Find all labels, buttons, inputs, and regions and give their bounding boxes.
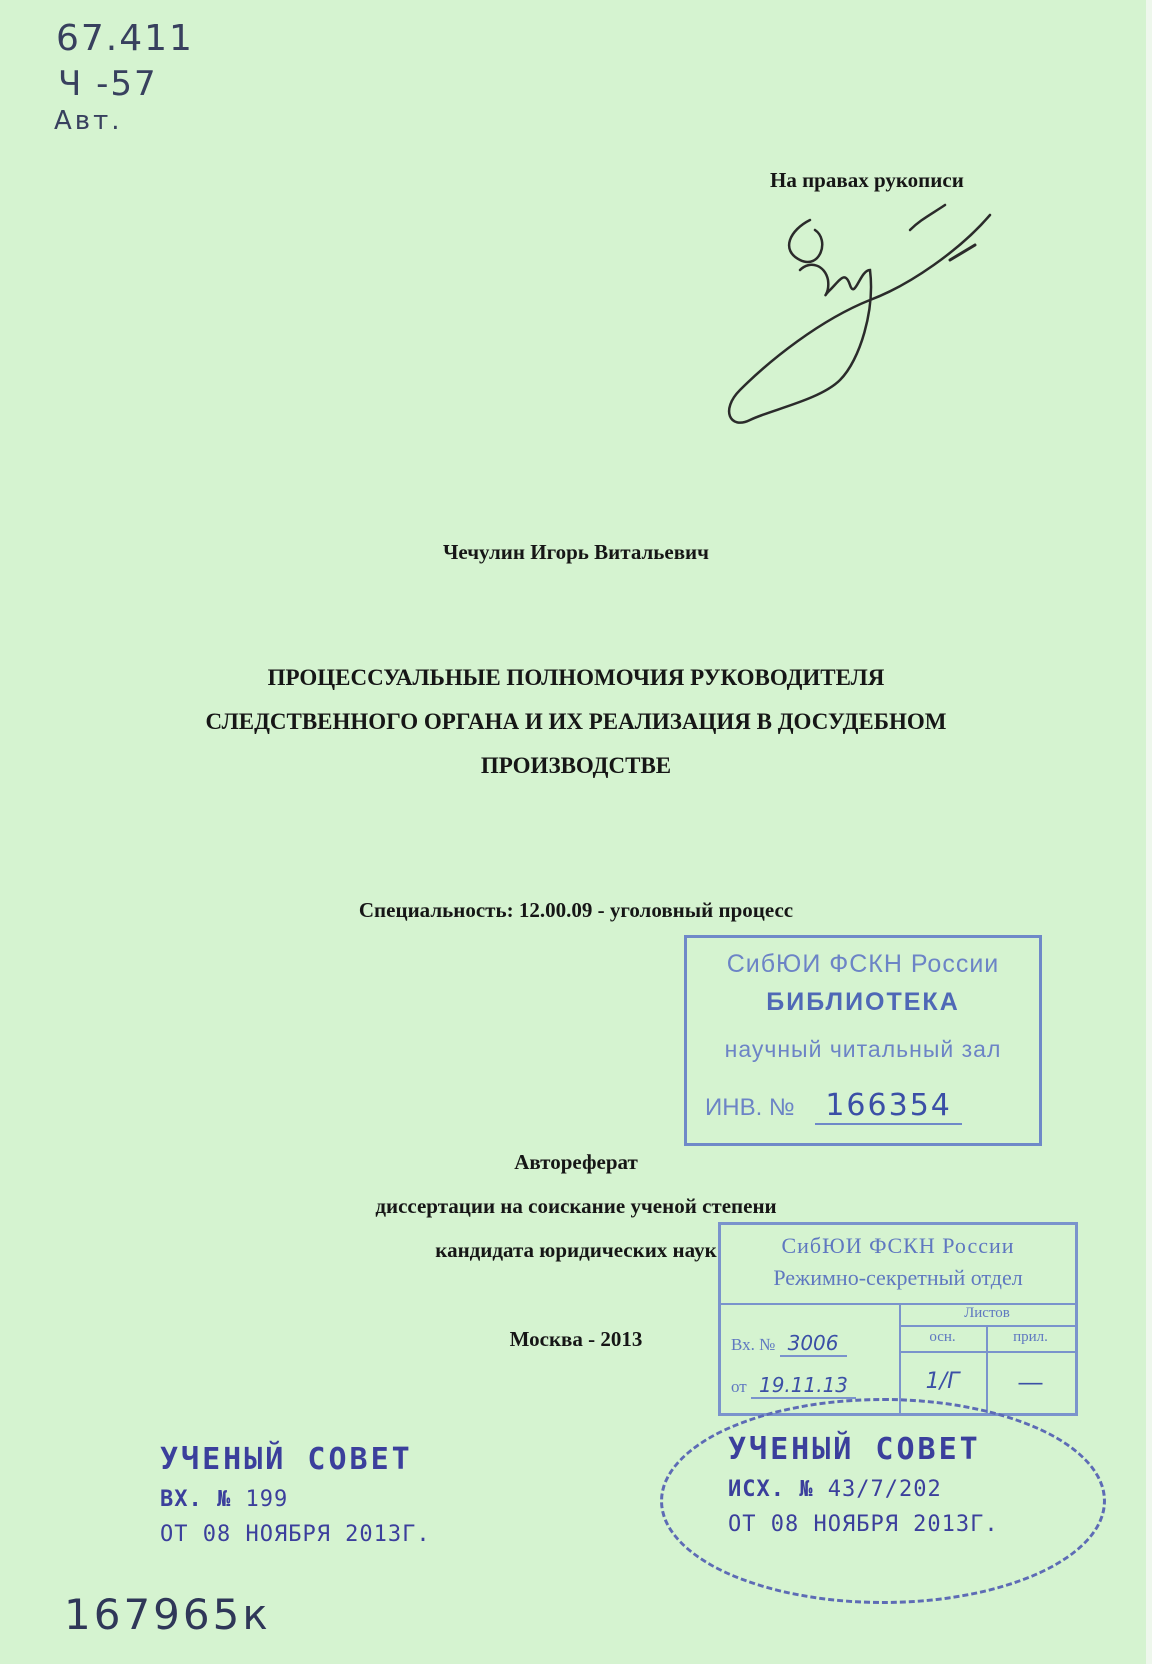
- author-name: Чечулин Игорь Витальевич: [443, 540, 709, 564]
- council-incoming: [160, 1487, 460, 1512]
- handwritten-code-line3: Авт.: [54, 106, 123, 136]
- sheets-label: Листов: [964, 1305, 1010, 1321]
- council-in-number: 199: [245, 1487, 289, 1512]
- page-edge: [1146, 0, 1152, 1664]
- specialty: Специальность: 12.00.09 - уголовный процесс: [358, 898, 794, 922]
- council-date: ОТ 08 НОЯБРЯ 2013Г.: [160, 1522, 431, 1547]
- title-line-1: ПРОЦЕССУАЛЬНЫЕ ПОЛНОМОЧИЯ РУКОВОДИТЕЛЯ: [267, 665, 885, 690]
- council-date: ОТ 08 НОЯБРЯ 2013Г.: [728, 1512, 999, 1537]
- library-stamp-org: СибЮИ ФСКН России: [726, 950, 1000, 978]
- city-year: Москва - 2013: [509, 1327, 643, 1351]
- signature: [710, 120, 1010, 460]
- secret-stamp-org: СибЮИ ФСКН России: [781, 1233, 1015, 1258]
- council-out-number: 43/7/202: [827, 1477, 942, 1502]
- title-line-2: СЛЕДСТВЕННОГО ОРГАНА И ИХ РЕАЛИЗАЦИЯ В ДОСУДЕБНОМ: [205, 709, 947, 734]
- handwritten-inventory-number: 167965к: [64, 1590, 271, 1639]
- handwritten-code-line1: 67.411: [56, 18, 194, 59]
- council-title: УЧЕНЫЙ СОВЕТ: [160, 1442, 413, 1477]
- osn-value: 1/Г: [925, 1369, 960, 1394]
- pril-label: прил.: [1013, 1329, 1048, 1345]
- incoming-number: 3006: [780, 1331, 847, 1357]
- incoming-date-field: [731, 1373, 856, 1397]
- stamp-divider: [899, 1351, 1075, 1353]
- library-stamp: [684, 935, 1042, 1146]
- title-line-3: ПРОИЗВОДСТВЕ: [480, 753, 672, 778]
- council-out-label: ИСХ. №: [728, 1477, 814, 1502]
- library-stamp-name: БИБЛИОТЕКА: [766, 988, 960, 1016]
- inventory-label: ИНВ. №: [705, 1094, 795, 1121]
- osn-label: осн.: [929, 1329, 956, 1345]
- academic-council-incoming-stamp: [160, 1442, 460, 1547]
- stamp-divider: [899, 1325, 1075, 1327]
- academic-council-outgoing-stamp: [728, 1432, 1058, 1537]
- date-label: от: [731, 1377, 747, 1396]
- council-in-label: ВХ. №: [160, 1487, 232, 1512]
- council-title: УЧЕНЫЙ СОВЕТ: [728, 1432, 981, 1467]
- pril-value: —: [1018, 1369, 1043, 1396]
- incoming-label: Вх. №: [731, 1335, 776, 1354]
- library-stamp-hall: научный читальный зал: [724, 1036, 1002, 1062]
- dissertation-title: [0, 656, 1152, 788]
- secret-department-stamp: [718, 1222, 1078, 1416]
- abstract-line-2: диссертации на соискание ученой степени: [375, 1194, 777, 1218]
- secret-stamp-dept: Режимно-секретный отдел: [773, 1265, 1023, 1290]
- incoming-date: 19.11.13: [751, 1373, 856, 1399]
- library-stamp-inventory: [687, 1088, 1039, 1123]
- incoming-number-field: [731, 1331, 847, 1355]
- inventory-number: 166354: [815, 1088, 962, 1125]
- council-outgoing: [728, 1477, 1058, 1502]
- manuscript-rights-note: На правах рукописи: [770, 168, 964, 192]
- handwritten-code-line2: Ч -57: [58, 64, 158, 104]
- abstract-line-3: кандидата юридических наук: [435, 1238, 717, 1262]
- abstract-line-1: Автореферат: [514, 1150, 638, 1174]
